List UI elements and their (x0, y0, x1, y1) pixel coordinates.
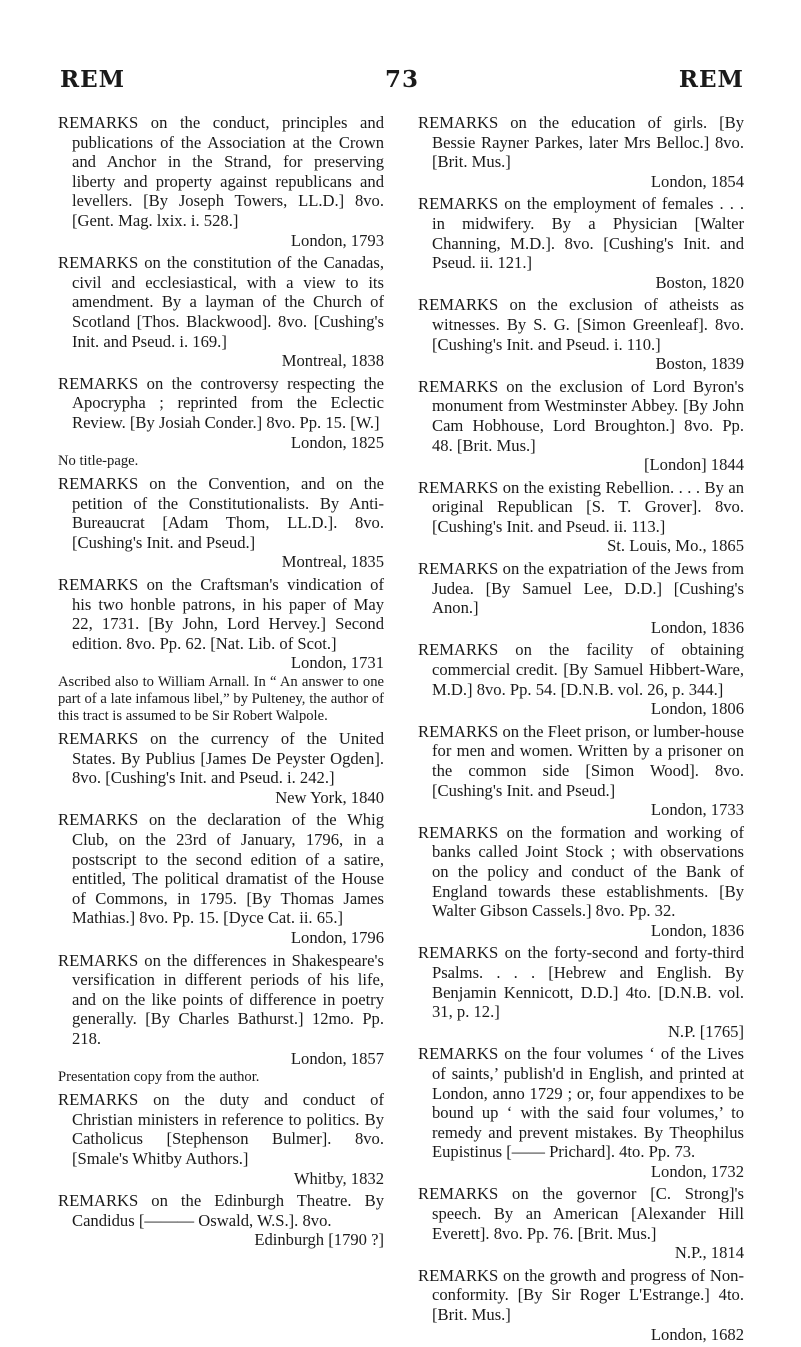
entry-imprint: London, 1857 (290, 1048, 384, 1068)
bibliography-entry (58, 951, 384, 1069)
entry-imprint: London, 1732 (650, 1161, 744, 1181)
bibliography-entry (418, 1184, 744, 1262)
bibliography-entry (418, 1266, 744, 1344)
entry-imprint: Boston, 1839 (655, 354, 744, 374)
entry-text: REMARKS on the duty and conduct of Christian ministers in reference to politics. By Catholicus [Stephenson Bulmer]. 8vo. [Smale's Whitby Authors.] (58, 1090, 384, 1168)
right-column (418, 113, 744, 1347)
entry-text: REMARKS on the facility of obtaining commercial credit. [By Samuel Hibbert-Ware, M.D.] 8vo. Pp. 54. [D.N.B. vol. 26, p. 344.] (418, 640, 744, 699)
bibliography-entry (58, 575, 384, 673)
bibliography-entry (418, 1044, 744, 1181)
bibliography-entry (58, 1191, 384, 1250)
entry-imprint: Boston, 1820 (655, 272, 744, 292)
entry-note: Ascribed also to William Arnall. In “ An answer to one part of a late infamous libel,” by Pulteney, the author of this tract is assumed to be Sir Robert Walpole. (58, 674, 384, 725)
left-column (58, 113, 384, 1253)
entry-imprint: Montreal, 1835 (281, 552, 384, 572)
entry-text: REMARKS on the forty-second and forty-third Psalms. . . . [Hebrew and English. By Benjamin Kennicott, D.D.] 4to. [D.N.B. vol. 31, p. 12.] (418, 943, 744, 1022)
entry-imprint: London, 1731 (290, 653, 384, 673)
entry-note: Presentation copy from the author. (58, 1069, 260, 1086)
entry-text: REMARKS on the existing Rebellion. . . . By an original Republican [S. T. Grover]. 8vo. [Cushing's Init. and Pseud. ii. 113.] (418, 477, 744, 536)
entry-text: REMARKS on the Edinburgh Theatre. By Candidus [——— Oswald, W.S.]. 8vo. (58, 1191, 384, 1230)
entry-text: REMARKS on the formation and working of banks called Joint Stock ; with observations on the policy and conduct of the Bank of England towards these establishments. [By Walter Gibson Cassels.] 8vo. Pp. 32. (418, 822, 744, 921)
entry-imprint: London, 1836 (650, 920, 744, 940)
bibliography-entry (58, 374, 384, 452)
entry-imprint: London, 1682 (650, 1324, 744, 1344)
bibliography-entry (418, 377, 744, 475)
entry-text: REMARKS on the education of girls. [By Bessie Rayner Parkes, later Mrs Belloc.] 8vo. [Brit. Mus.] (418, 113, 744, 172)
bibliography-entry (418, 295, 744, 373)
entry-text: REMARKS on the controversy respecting the Apocrypha ; reprinted from the Eclectic Review. [By Josiah Conder.] 8vo. Pp. 15. [W.] (58, 373, 384, 432)
entry-imprint: St. Louis, Mo., 1865 (607, 536, 744, 556)
entry-text: REMARKS on the Fleet prison, or lumber-house for men and women. Written by a prisoner on the common side [Simon Wood]. 8vo. [Cushing's Init. and Pseud.] (418, 721, 744, 800)
entry-imprint: N.P. [1765] (667, 1021, 744, 1041)
entry-text: REMARKS on the Craftsman's vindication of his two honble patrons, in his paper of May 22, 1731. [By John, Lord Hervey.] Second edition. 8vo. Pp. 62. [Nat. Lib. of Scot.] (58, 575, 384, 653)
entry-imprint: London, 1825 (290, 432, 384, 452)
entry-text: REMARKS on the differences in Shakespeare's versification in different periods of his life, and on the like points of difference in poetry generally. [By Charles Bathurst.] 12mo. Pp. 218. (58, 950, 384, 1048)
bibliography-entry (58, 729, 384, 807)
entry-text: REMARKS on the governor [C. Strong]'s speech. By an American [Alexander Hill Everett]. 8vo. Pp. 76. [Brit. Mus.] (418, 1184, 744, 1243)
bibliography-entry (58, 113, 384, 250)
entry-imprint: Whitby, 1832 (293, 1168, 384, 1188)
entry-imprint: London, 1854 (650, 171, 744, 191)
entry-imprint: London, 1793 (290, 230, 384, 250)
entry-imprint: London, 1806 (650, 699, 744, 719)
bibliography-entry (58, 1090, 384, 1188)
bibliography-entry (418, 194, 744, 292)
entry-note: No title-page. (58, 453, 139, 470)
entry-text: REMARKS on the currency of the United States. By Publius [James De Peyster Ogden]. 8vo. [Cushing's Init. and Pseud. i. 242.] (58, 729, 384, 788)
entry-text: REMARKS on the exclusion of atheists as witnesses. By S. G. [Simon Greenleaf]. 8vo. [Cushing's Init. and Pseud. i. 110.] (418, 295, 744, 354)
entry-text: REMARKS on the exclusion of Lord Byron's monument from Westminster Abbey. [By John Cam Hobhouse, Lord Broughton.] 8vo. Pp. 48. [Brit. Mus.] (418, 376, 744, 455)
entry-imprint: London, 1796 (290, 927, 384, 947)
entry-imprint: Edinburgh [1790 ?] (254, 1230, 384, 1250)
bibliography-entry (58, 810, 384, 947)
entry-imprint: London, 1836 (650, 617, 744, 637)
entry-imprint: [London] 1844 (643, 455, 744, 475)
entry-imprint: Montreal, 1838 (281, 351, 384, 371)
bibliography-entry (58, 253, 384, 371)
bibliography-entry (418, 640, 744, 718)
page-number: 73 (384, 66, 420, 93)
entry-text: REMARKS on the Convention, and on the petition of the Constitutionalists. By Anti-Bureaucrat [Adam Thom, LL.D.]. 8vo. [Cushing's Init. and Pseud.] (58, 474, 384, 552)
entry-text: REMARKS on the conduct, principles and publications of the Association at the Crown and Anchor in the Strand, for preserving liberty and property against republicans and levellers. [By Joseph Towers, LL.D.] 8vo. [Gent. Mag. lxix. i. 528.] (58, 113, 384, 230)
bibliography-entry (58, 474, 384, 572)
running-header (60, 66, 744, 102)
entry-text: REMARKS on the growth and progress of Non-conformity. [By Sir Roger L'Estrange.] 4to. [Brit. Mus.] (418, 1265, 744, 1325)
entry-text: REMARKS on the employment of females . . . in midwifery. By a Physician [Walter Channing, M.D.]. 8vo. [Cushing's Init. and Pseud. ii. 121.] (418, 194, 744, 273)
bibliography-entry (418, 559, 744, 637)
entry-text: REMARKS on the expatriation of the Jews from Judea. [By Samuel Lee, D.D.] [Cushing's Anon.] (418, 559, 744, 618)
bibliography-entry (418, 722, 744, 820)
bibliography-entry (418, 113, 744, 191)
entry-text: REMARKS on the constitution of the Canadas, civil and ecclesiastical, with a view to its amendment. By a layman of the Church of Scotland [Thos. Blackwood]. 8vo. [Cushing's Init. and Pseud. i. 169.] (58, 253, 384, 351)
entry-text: REMARKS on the four volumes ‘ of the Lives of saints,’ publish'd in English, and printed at London, anno 1729 ; or, four appendixes to be bound up ‘ with the said four volumes,’ to remedy and prevent mistakes. By Theophilus Eupistinus [—— Prichard]. 4to. Pp. 73. (418, 1044, 744, 1162)
entry-imprint: New York, 1840 (275, 787, 384, 807)
bibliography-entry (418, 478, 744, 556)
entry-imprint: N.P., 1814 (674, 1243, 744, 1263)
header-right-keyword: REM (678, 66, 744, 93)
entry-imprint: London, 1733 (650, 800, 744, 820)
bibliography-entry (418, 823, 744, 941)
bibliography-entry (418, 943, 744, 1041)
header-left-keyword: REM (60, 66, 126, 93)
entry-text: REMARKS on the declaration of the Whig Club, on the 23rd of January, 1796, in a postscript to the second edition of a satire, entitled, The political dramatist of the House of Commons, in 1795. [By Thomas James Mathias.] 8vo. Pp. 15. [Dyce Cat. ii. 65.] (58, 810, 384, 928)
